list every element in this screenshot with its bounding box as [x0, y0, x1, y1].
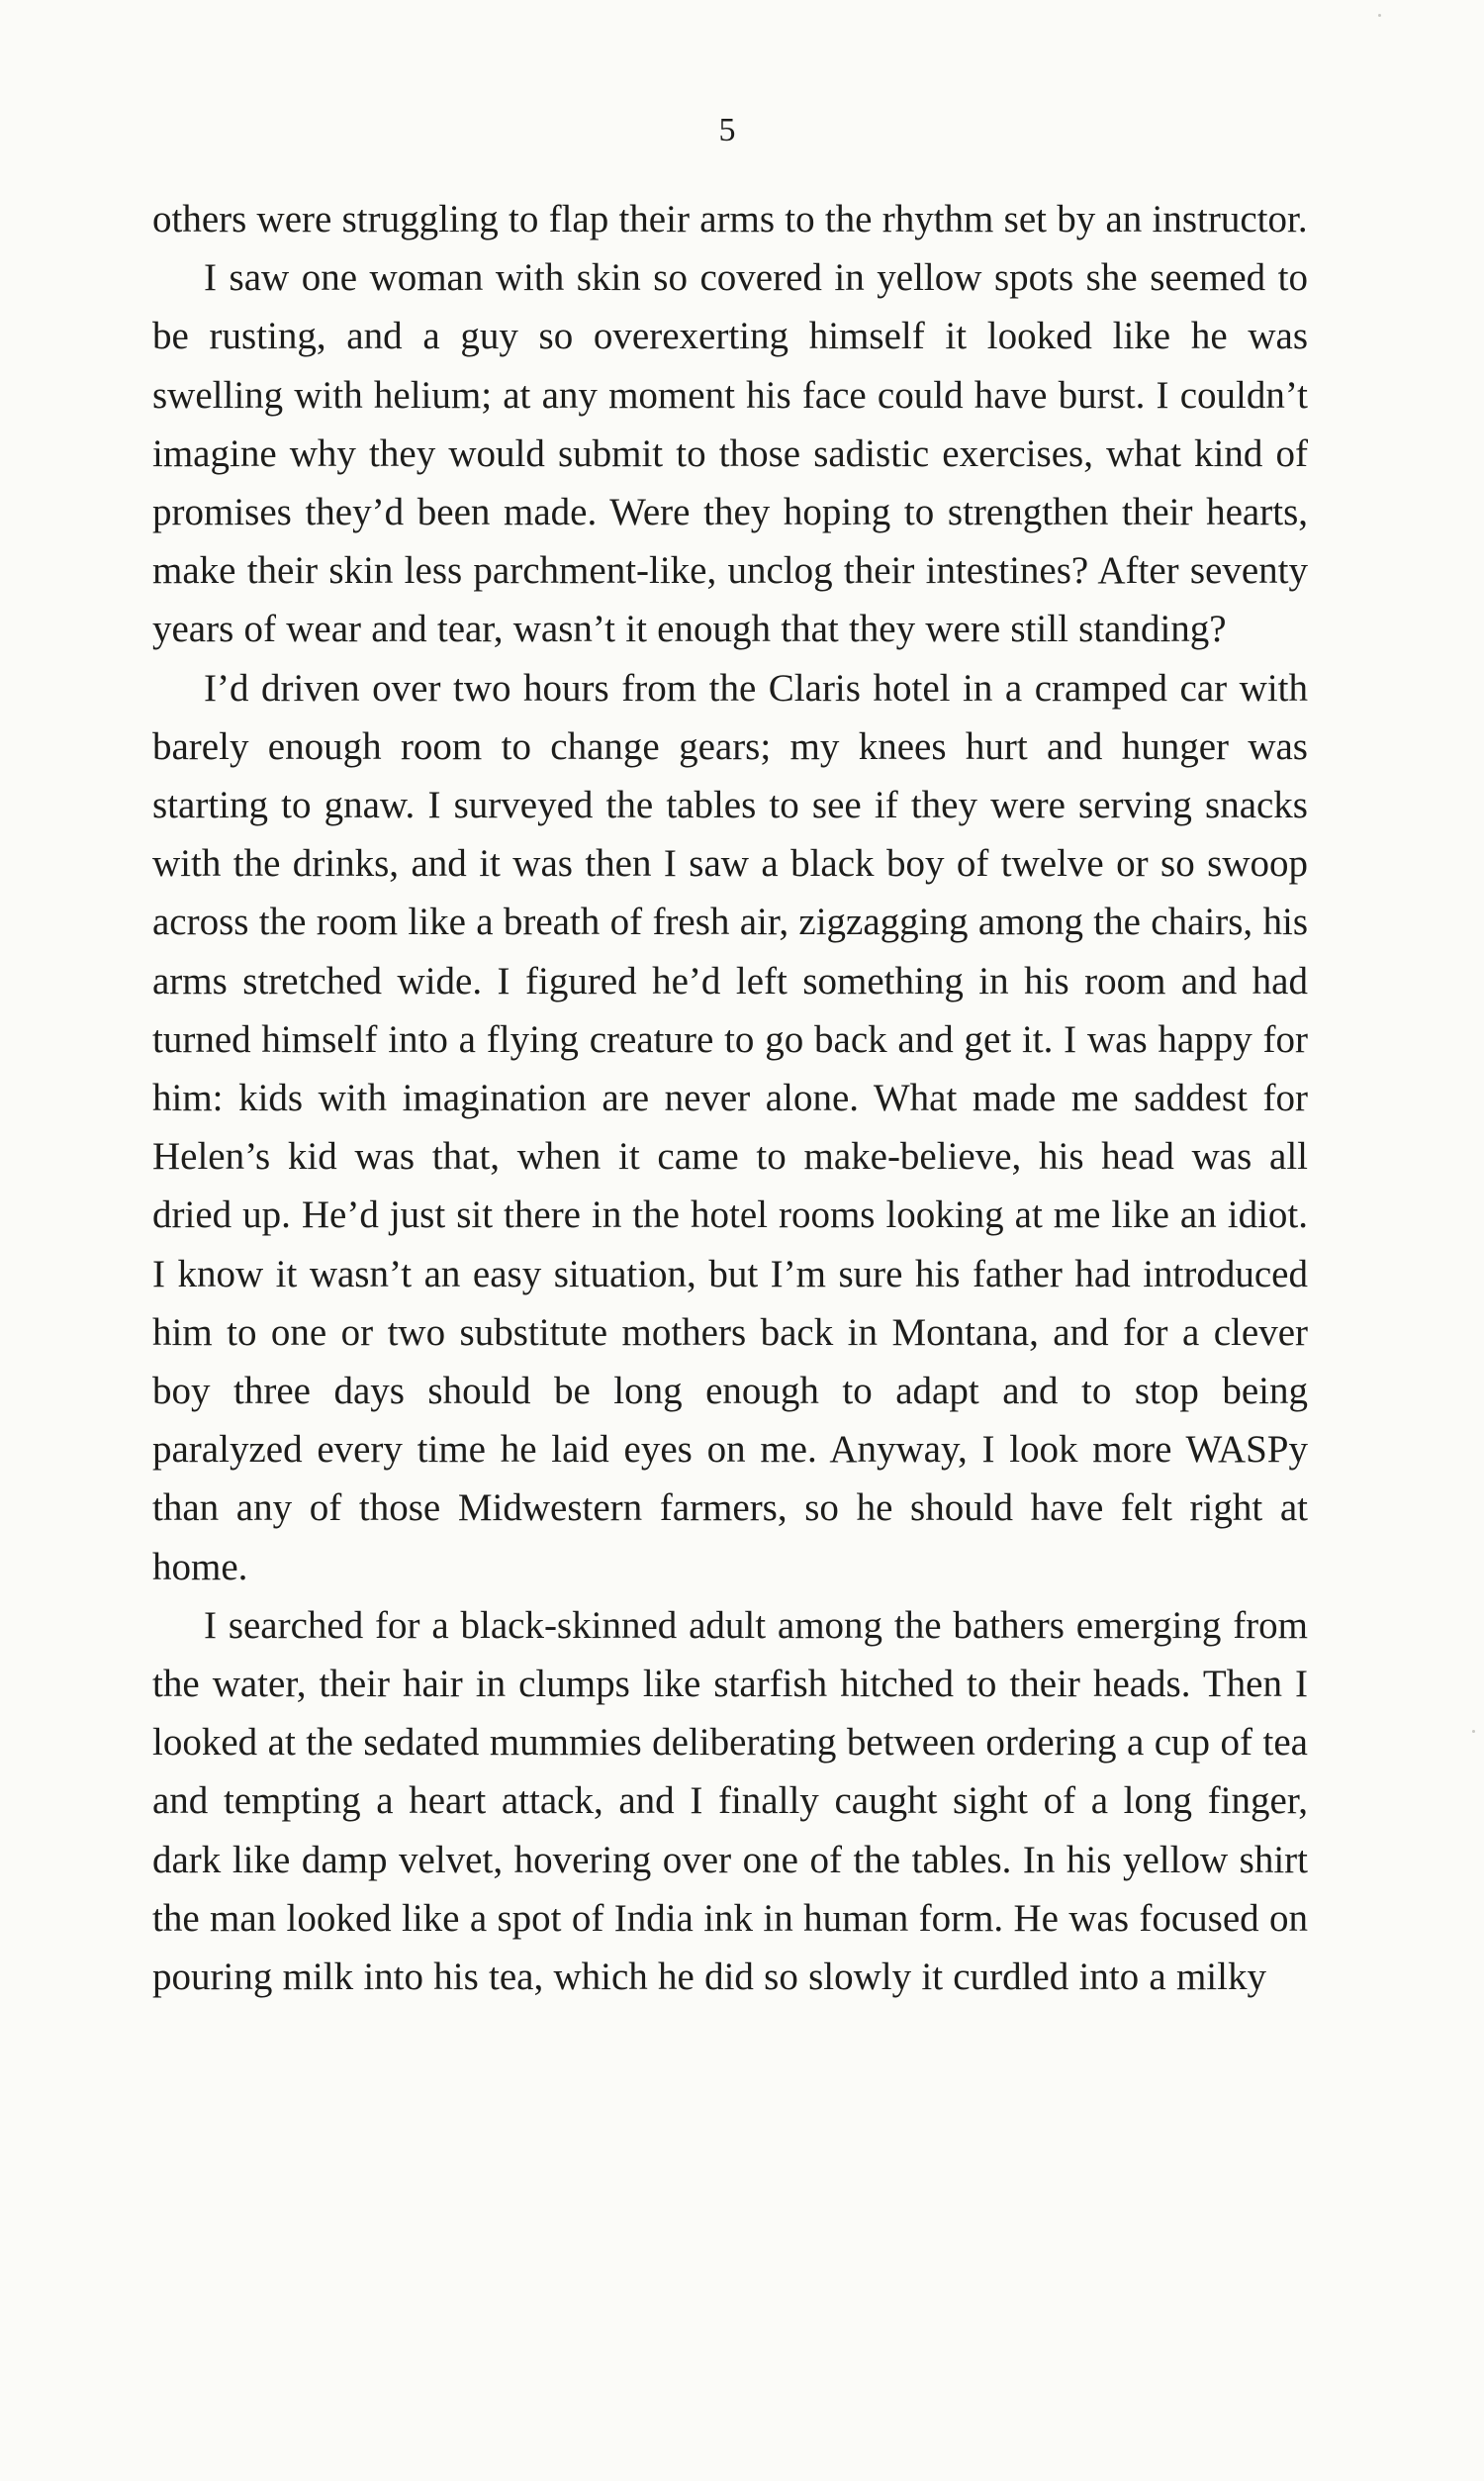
scan-speck [1378, 14, 1381, 17]
paragraph-1: others were struggling to flap their arms to the rhythm set by an instructor. [152, 198, 1308, 240]
body-text [152, 190, 1308, 2006]
page-number: 5 [718, 112, 736, 148]
paragraph-4: I searched for a black-skinned adult among the bathers emerging from the water, their hair in clumps like starfish hitched to their heads. Then I looked at the sedated mummies deliberating between ordering a cup of tea and tempting a heart attack, and I finally caught sight of a long finger, dark like damp velvet, hovering over one of the tables. In his yellow shirt the man looked like a spot of India ink in human form. He was focused on pouring milk into his tea, which he did so slowly it curdled into a milky [152, 1603, 1308, 1999]
scan-speck [1472, 1730, 1475, 1733]
paragraph-2: I saw one woman with skin so covered in yellow spots she seemed to be rusting, and a guy so overexerting himself it looked like he was swelling with helium; at any moment his face could have burst. I couldn’t imagine why they would submit to those sadistic exercises, what kind of promises they’d been made. Were they hoping to strengthen their hearts, make their skin less parchment-like, unclog their intestines? After seventy years of wear and tear, wasn’t it enough that they were still standing? [152, 256, 1308, 651]
paragraph-3: I’d driven over two hours from the Claris hotel in a cramped car with barely enough room to change gears; my knees hurt and hunger was starting to gnaw. I surveyed the tables to see if they were serving snacks with the drinks, and it was then I saw a black boy of twelve or so swoop across the room like a breath of fresh air, zigzagging among the chairs, his arms stretched wide. I figured he’d left something in his room and had turned himself into a flying creature to go back and get it. I was happy for him: kids with imagination are never alone. What made me saddest for Helen’s kid was that, when it came to make-believe, his head was all dried up. He’d just sit there in the hotel rooms looking at me like an idiot. I know it wasn’t an easy situation, but I’m sure his father had introduced him to one or two substitute mothers back in Montana, and for a clever boy three days should be long enough to adapt and to stop being paralyzed every time he laid eyes on me. Anyway, I look more WASPy than any of those Midwestern farmers, so he should have felt right at home. [152, 666, 1308, 1588]
